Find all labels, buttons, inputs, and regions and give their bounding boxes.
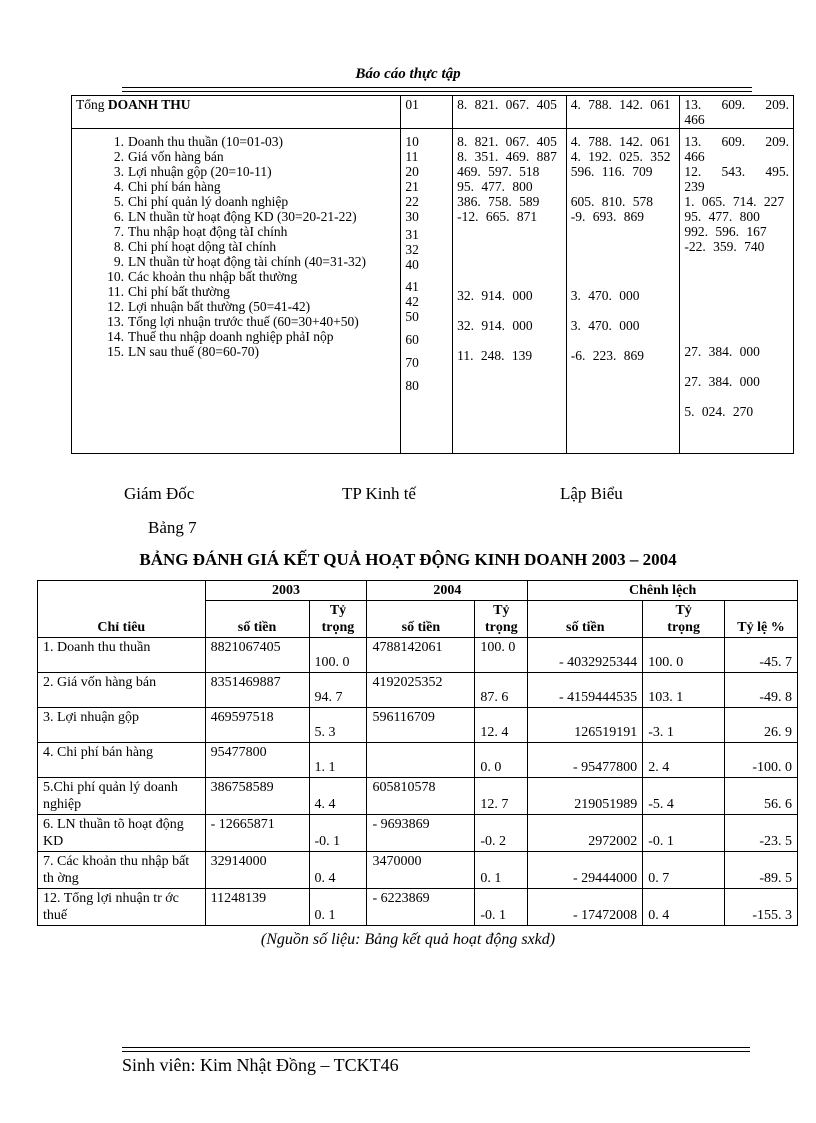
row-code: 70 <box>405 355 419 370</box>
table-row <box>38 889 798 926</box>
cell-diff-amount: - 95477800 <box>528 743 643 778</box>
item-number: 11. <box>107 284 124 299</box>
cell-diff-ratio: 2. 4 <box>643 743 725 778</box>
cell-diff-amount: - 29444000 <box>528 852 643 889</box>
cell-diff-ratio: 0. 7 <box>643 852 725 889</box>
value: 11. 248. 139 <box>457 348 533 363</box>
row-code: 22 <box>405 194 419 209</box>
col-2004-cell <box>566 129 680 454</box>
header-amount-2004: số tiền <box>367 601 475 638</box>
cell-amount-2004: 4788142061 <box>367 638 475 673</box>
cell-ratio-2003: 1. 1 <box>309 743 367 778</box>
cell-amount-2004: 605810578 <box>367 778 475 815</box>
codes-cell <box>401 129 453 454</box>
item-number: 4. <box>113 179 124 194</box>
cell-rate: 56. 6 <box>725 778 798 815</box>
row-code: 50 <box>405 309 419 324</box>
cell-amount-2003: 95477800 <box>205 743 309 778</box>
value: -22. 359. 740 <box>684 239 765 254</box>
cell-indicator: 5.Chi phí quản lý doanh nghiệp <box>38 778 206 815</box>
value: 992. 596. 167 <box>684 224 767 239</box>
row-code: 42 <box>405 294 419 309</box>
col-sum-top <box>684 134 789 254</box>
codes-list <box>405 134 448 393</box>
row-code: 32 <box>405 242 419 257</box>
value: 95. 477. 800 <box>684 209 760 224</box>
list-item <box>76 239 396 254</box>
header-indicator: Chỉ tiêu <box>38 581 206 638</box>
value: 3. 470. 000 <box>570 318 640 333</box>
list-item <box>76 329 396 344</box>
cell-diff-amount: - 4032925344 <box>528 638 643 673</box>
cell-rate: -89. 5 <box>725 852 798 889</box>
col-2003-top <box>457 134 562 224</box>
value: -9. 693. 869 <box>570 209 644 224</box>
total-sum: 13. 609. 209. 466 <box>680 96 794 129</box>
cell-diff-ratio: -5. 4 <box>643 778 725 815</box>
table-row <box>38 778 798 815</box>
total-2003: 8. 821. 067. 405 <box>453 96 567 129</box>
header-2003: 2003 <box>205 581 367 601</box>
row-code: 20 <box>405 164 419 179</box>
value: 27. 384. 000 <box>684 374 760 389</box>
cell-ratio-2004: 0. 0 <box>475 743 528 778</box>
cell-indicator: 1. Doanh thu thuần <box>38 638 206 673</box>
value: 5. 024. 270 <box>684 404 754 419</box>
list-item <box>76 179 396 194</box>
cell-diff-ratio: 100. 0 <box>643 638 725 673</box>
value: 32. 914. 000 <box>457 318 533 333</box>
list-item <box>76 254 396 269</box>
row-code: 60 <box>405 332 419 347</box>
item-number: 10. <box>107 269 124 284</box>
col-2004-bottom <box>571 288 676 363</box>
list-item <box>76 314 396 329</box>
item-number: 15. <box>107 344 124 359</box>
value: 4. 192. 025. 352 <box>570 149 671 164</box>
item-number: 12. <box>107 299 124 314</box>
row-code: 30 <box>405 209 419 224</box>
value: 3. 470. 000 <box>570 288 640 303</box>
signature-director: Giám Đốc <box>124 484 195 503</box>
row-code: 40 <box>405 257 419 272</box>
item-label: LN sau thuế (80=60-70) <box>128 344 259 359</box>
cell-amount-2003: 8351469887 <box>205 673 309 708</box>
cell-diff-ratio: -3. 1 <box>643 708 725 743</box>
item-label: Lợi nhuận bất thường (50=41-42) <box>128 299 311 314</box>
cell-ratio-2004: 12. 4 <box>475 708 528 743</box>
cell-rate: -49. 8 <box>725 673 798 708</box>
header-rate: Tỷ lệ % <box>725 601 798 638</box>
value: -6. 223. 869 <box>570 348 644 363</box>
header-rule-top <box>122 87 752 88</box>
header-ratio-2004: Tỷ trọng <box>475 601 528 638</box>
item-number: 9. <box>113 254 124 269</box>
cell-ratio-2004: -0. 2 <box>475 815 528 852</box>
table-row <box>38 852 798 889</box>
row-code: 21 <box>405 179 419 194</box>
table-row <box>38 638 798 673</box>
source-note: (Nguồn số liệu: Bảng kết quả hoạt động sxkd) <box>260 931 556 948</box>
header-2004: 2004 <box>367 581 528 601</box>
cell-indicator: 6. LN thuần tõ hoạt động KD <box>38 815 206 852</box>
cell-indicator: 7. Các khoản thu nhập bất th ờng <box>38 852 206 889</box>
cell-diff-amount: - 17472008 <box>528 889 643 926</box>
cell-amount-2003: 32914000 <box>205 852 309 889</box>
cell-amount-2004: 596116709 <box>367 708 475 743</box>
item-number: 2. <box>113 149 124 164</box>
cell-ratio-2003: 4. 4 <box>309 778 367 815</box>
items-list <box>76 134 396 359</box>
cell-indicator: 3. Lợi nhuận gộp <box>38 708 206 743</box>
col-2003-cell <box>453 129 567 454</box>
row-code: 10 <box>405 134 419 149</box>
cell-ratio-2003: 0. 1 <box>309 889 367 926</box>
table-title: BẢNG ĐÁNH GIÁ KẾT QUẢ HOẠT ĐỘNG KINH DOANH 2003 – 2004 <box>139 550 677 569</box>
total-label: Tổng DOANH THU <box>72 96 401 129</box>
cell-ratio-2004: 87. 6 <box>475 673 528 708</box>
item-number: 13. <box>107 314 124 329</box>
value: 596. 116. 709 <box>570 164 653 179</box>
item-label: Tổng lợi nhuận trước thuế (60=30+40+50) <box>128 314 359 329</box>
item-label: LN thuần từ hoạt động KD (30=20-21-22) <box>128 209 357 224</box>
header-diff: Chênh lệch <box>528 581 798 601</box>
list-item <box>76 299 396 314</box>
item-label: Giá vốn hàng bán <box>128 149 224 164</box>
item-label: Doanh thu thuần (10=01-03) <box>128 134 283 149</box>
footer-rule-top <box>122 1047 750 1048</box>
cell-diff-amount: 2972002 <box>528 815 643 852</box>
cell-ratio-2004: -0. 1 <box>475 889 528 926</box>
signature-preparer: Lập Biểu <box>560 484 623 503</box>
list-item <box>76 134 396 149</box>
value: 95. 477. 800 <box>457 179 533 194</box>
cell-ratio-2003: 5. 3 <box>309 708 367 743</box>
cell-amount-2004: 4192025352 <box>367 673 475 708</box>
evaluation-table-body <box>38 638 798 926</box>
col-2003-bottom <box>457 288 562 363</box>
cell-amount-2004: - 9693869 <box>367 815 475 852</box>
value: 27. 384. 000 <box>684 344 760 359</box>
cell-ratio-2003: 100. 0 <box>309 638 367 673</box>
cell-rate: -45. 7 <box>725 638 798 673</box>
item-number: 7. <box>113 224 124 239</box>
cell-amount-2003: 386758589 <box>205 778 309 815</box>
income-statement-table <box>71 95 794 454</box>
total-2004: 4. 788. 142. 061 <box>566 96 680 129</box>
item-number: 5. <box>113 194 124 209</box>
table-label: Bảng 7 <box>148 518 197 537</box>
list-item <box>76 194 396 209</box>
list-item <box>76 269 396 284</box>
cell-amount-2004 <box>367 743 475 778</box>
cell-amount-2003: 11248139 <box>205 889 309 926</box>
value: 4. 788. 142. 061 <box>570 134 671 149</box>
list-item <box>76 344 396 359</box>
cell-amount-2003: 8821067405 <box>205 638 309 673</box>
cell-diff-ratio: 0. 4 <box>643 889 725 926</box>
cell-indicator: 4. Chi phí bán hàng <box>38 743 206 778</box>
cell-ratio-2004: 0. 1 <box>475 852 528 889</box>
row-code: 11 <box>405 149 419 164</box>
item-label: Chi phí bất thường <box>128 284 230 299</box>
header-row-years <box>38 581 798 601</box>
header-amount-2003: số tiền <box>205 601 309 638</box>
item-number: 3. <box>113 164 124 179</box>
cell-indicator: 2. Giá vốn hàng bán <box>38 673 206 708</box>
item-number: 1. <box>113 134 124 149</box>
value: 605. 810. 578 <box>570 194 653 209</box>
value: 32. 914. 000 <box>457 288 533 303</box>
value: 12. 543. 495. 239 <box>684 164 789 194</box>
list-item <box>76 224 396 239</box>
header-amount-diff: số tiền <box>528 601 643 638</box>
item-label: Thuế thu nhập doanh nghiệp phảI nộp <box>128 329 334 344</box>
header-rule-bottom <box>122 91 752 92</box>
cell-amount-2004: - 6223869 <box>367 889 475 926</box>
table-row-details <box>72 129 794 454</box>
item-label: Các khoản thu nhập bất thường <box>128 269 298 284</box>
cell-diff-amount: 126519191 <box>528 708 643 743</box>
table-row <box>38 708 798 743</box>
value: 13. 609. 209. 466 <box>684 134 789 164</box>
item-label: LN thuần từ hoạt động tài chính (40=31-32) <box>128 254 367 269</box>
header-ratio-2003: Tỷ trọng <box>309 601 367 638</box>
table-row <box>38 743 798 778</box>
cell-diff-ratio: 103. 1 <box>643 673 725 708</box>
col-2004-top <box>571 134 676 224</box>
footer-rule-bottom <box>122 1051 750 1052</box>
value: -12. 665. 871 <box>457 209 538 224</box>
cell-amount-2003: 469597518 <box>205 708 309 743</box>
cell-diff-amount: 219051989 <box>528 778 643 815</box>
item-number: 14. <box>107 329 124 344</box>
report-header-title: Báo cáo thực tập <box>355 66 461 82</box>
list-item <box>76 149 396 164</box>
item-label: Chi phí bán hàng <box>128 179 221 194</box>
item-number: 6. <box>113 209 124 224</box>
cell-ratio-2004: 12. 7 <box>475 778 528 815</box>
cell-amount-2003: - 12665871 <box>205 815 309 852</box>
cell-diff-amount: - 4159444535 <box>528 673 643 708</box>
table-row <box>38 815 798 852</box>
value: 8. 821. 067. 405 <box>457 134 557 149</box>
table-row-total <box>72 96 794 129</box>
cell-indicator: 12. Tổng lợi nhuận tr ớc thuế <box>38 889 206 926</box>
cell-diff-ratio: -0. 1 <box>643 815 725 852</box>
table-row <box>38 673 798 708</box>
item-number: 8. <box>113 239 124 254</box>
cell-rate: -100. 0 <box>725 743 798 778</box>
col-sum-bottom <box>684 344 789 419</box>
cell-ratio-2003: -0. 1 <box>309 815 367 852</box>
value: 1. 065. 714. 227 <box>684 194 785 209</box>
evaluation-table <box>37 580 798 926</box>
cell-rate: 26. 9 <box>725 708 798 743</box>
cell-amount-2004: 3470000 <box>367 852 475 889</box>
item-label: Thu nhập hoạt động tàI chính <box>128 224 288 239</box>
value: 386. 758. 589 <box>457 194 540 209</box>
value: 8. 351. 469. 887 <box>457 149 557 164</box>
col-sum-cell <box>680 129 794 454</box>
items-cell <box>72 129 401 454</box>
signature-economics-head: TP Kinh tế <box>342 484 416 503</box>
cell-ratio-2003: 94. 7 <box>309 673 367 708</box>
item-label: Chi phí hoạt dộng tàI chính <box>128 239 277 254</box>
cell-ratio-2003: 0. 4 <box>309 852 367 889</box>
cell-rate: -155. 3 <box>725 889 798 926</box>
header-ratio-diff: Tỷ trọng <box>643 601 725 638</box>
row-code: 41 <box>405 279 419 294</box>
row-code: 31 <box>405 227 419 242</box>
list-item <box>76 209 396 224</box>
list-item <box>76 164 396 179</box>
footer-student: Sinh viên: Kim Nhật Đồng – TCKT46 <box>122 1055 399 1075</box>
cell-ratio-2004: 100. 0 <box>475 638 528 673</box>
item-label: Lợi nhuận gộp (20=10-11) <box>128 164 272 179</box>
value: 469. 597. 518 <box>457 164 540 179</box>
cell-rate: -23. 5 <box>725 815 798 852</box>
total-code: 01 <box>401 96 453 129</box>
row-code: 80 <box>405 378 419 393</box>
list-item <box>76 284 396 299</box>
item-label: Chi phí quản lý doanh nghiệp <box>128 194 289 209</box>
